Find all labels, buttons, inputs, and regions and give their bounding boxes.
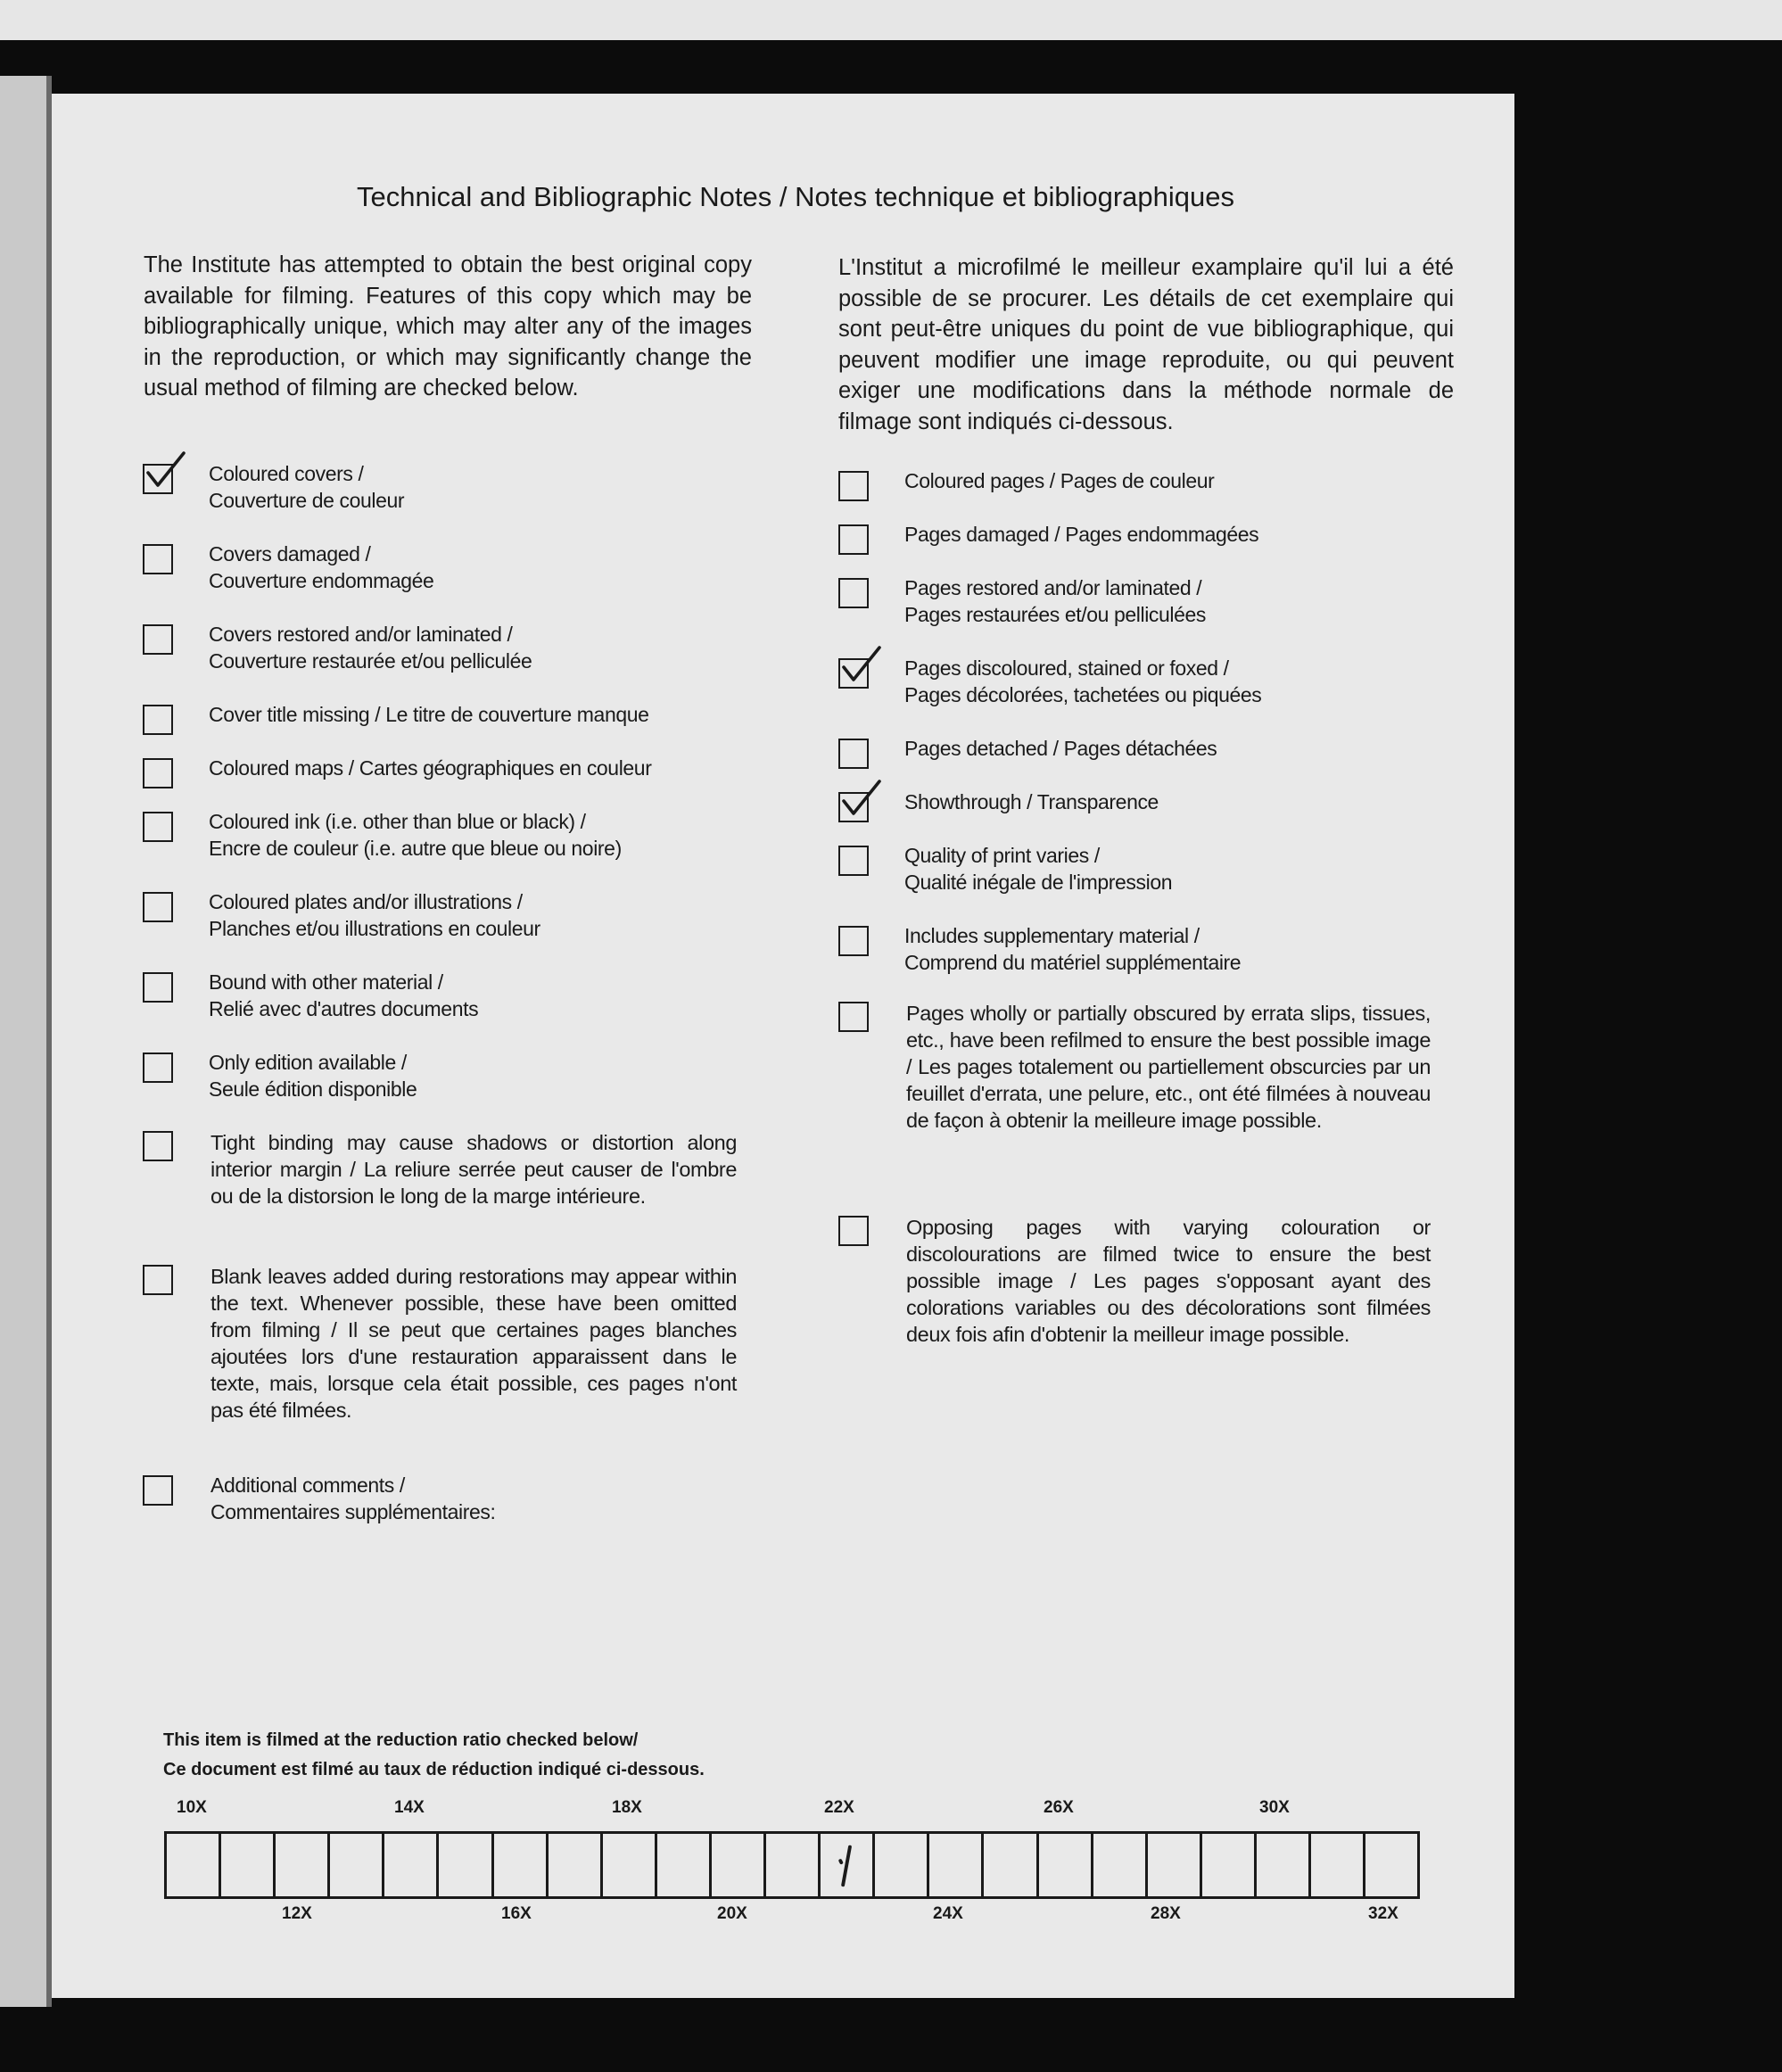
ratio-cell[interactable] xyxy=(875,1834,929,1896)
right-item-label-0 xyxy=(904,467,1214,494)
ratio-cell[interactable] xyxy=(221,1834,276,1896)
right-item-checkbox-7[interactable] xyxy=(838,926,869,956)
left-item-long-label-1: Blank leaves added during restorations may appear within the text. Whenever possible, these have been omitted from filming / Il se peut que certaines pages blanches ajoutées lors d'une restauration apparaissent dans le texte, mais, lorsque cela était possible, ces pages n'ont pas été filmées. xyxy=(210,1265,737,1422)
left-item-label-3 xyxy=(209,701,649,728)
left-item-label-6 xyxy=(209,888,540,942)
left-item-long-label-0: Tight binding may cause shadows or distortion along interior margin / La reliure serrée peut causer de l'ombre ou de la distorsion le long de la marge intérieure. xyxy=(210,1131,737,1208)
scan-left-edge xyxy=(0,76,52,2007)
ratio-cell[interactable] xyxy=(603,1834,657,1896)
left-item-checkbox-3[interactable] xyxy=(143,705,173,735)
ratio-cell[interactable] xyxy=(657,1834,712,1896)
left-item-label-line1: Bound with other material / xyxy=(209,970,443,994)
right-item-checkbox-2[interactable] xyxy=(838,578,869,608)
left-item-label-line1: Coloured plates and/or illustrations / xyxy=(209,890,523,913)
right-item-label-line1: Quality of print varies / xyxy=(904,844,1100,867)
reduction-note-french: Ce document est filmé au taux de réduction indiqué ci-dessous. xyxy=(163,1760,705,1779)
left-item-label-5 xyxy=(209,808,622,862)
ratio-label-top: 26X xyxy=(1044,1798,1074,1817)
ratio-cell[interactable] xyxy=(1257,1834,1311,1896)
right-item-label-line1: Pages discoloured, stained or foxed / xyxy=(904,656,1229,680)
ratio-cell[interactable] xyxy=(1202,1834,1257,1896)
ratio-cell[interactable] xyxy=(1311,1834,1365,1896)
right-item-label-3 xyxy=(904,655,1261,708)
left-item-long-checkbox-0[interactable] xyxy=(143,1131,173,1161)
ratio-cell[interactable] xyxy=(712,1834,766,1896)
right-item-label-line2: Pages restaurées et/ou pelliculées xyxy=(904,603,1207,626)
left-item-label-line1: Coloured maps / Cartes géographiques en couleur xyxy=(209,756,652,780)
ratio-label-bottom: 20X xyxy=(717,1904,747,1923)
left-item-label-8 xyxy=(209,1049,417,1102)
right-item-label-2 xyxy=(904,574,1206,628)
left-item-label-line2: Relié avec d'autres documents xyxy=(209,997,479,1020)
page-title: Technical and Bibliographic Notes / Notes technique et bibliographiques xyxy=(356,181,1234,212)
additional-comments-label xyxy=(210,1472,496,1525)
intro-english: The Institute has attempted to obtain the best original copy available for filming. Features of this copy which may be bibliographically unique, which may alter any of the images in the reproduction, or which may significantly change the usual method of filming are checked below. xyxy=(144,252,752,400)
checkmark-icon xyxy=(838,646,885,692)
left-item-label-line1: Cover title missing / Le titre de couverture manque xyxy=(209,703,649,726)
ratio-label-top: 18X xyxy=(612,1798,642,1817)
ratio-cell[interactable] xyxy=(276,1834,330,1896)
reduction-note-english: This item is filmed at the reduction ratio checked below/ xyxy=(163,1730,639,1750)
right-item-long-label-0: Pages wholly or partially obscured by errata slips, tissues, etc., have been refilmed to ensure the best possible image / Les pages totalement ou partiellement obscurcies par un feuillet d'errata, une pelure, etc., ont été filmées à nouveau de façon à obtenir la meilleure image possible. xyxy=(906,1002,1431,1132)
right-item-label-line1: Coloured pages / Pages de couleur xyxy=(904,469,1215,492)
left-item-label-line1: Covers damaged / xyxy=(209,542,371,565)
right-item-label-7 xyxy=(904,922,1241,976)
left-item-label-line2: Encre de couleur (i.e. autre que bleue ou noire) xyxy=(209,837,622,860)
ratio-cell[interactable] xyxy=(1365,1834,1417,1896)
right-item-checkbox-4[interactable] xyxy=(838,739,869,769)
right-item-label-line1: Includes supplementary material / xyxy=(904,924,1200,947)
ratio-cell[interactable] xyxy=(1093,1834,1148,1896)
right-item-label-6 xyxy=(904,842,1172,896)
left-item-checkbox-5[interactable] xyxy=(143,812,173,842)
left-item-label-line1: Coloured ink (i.e. other than blue or black) / xyxy=(209,810,586,833)
left-item-checkbox-6[interactable] xyxy=(143,892,173,922)
right-item-checkbox-5[interactable] xyxy=(838,792,869,822)
ratio-label-bottom: 24X xyxy=(933,1904,963,1923)
left-item-checkbox-8[interactable] xyxy=(143,1053,173,1083)
right-item-long-checkbox-0[interactable] xyxy=(838,1002,869,1032)
ratio-cell[interactable] xyxy=(330,1834,384,1896)
left-item-label-line2: Seule édition disponible xyxy=(209,1077,417,1101)
right-item-label-5 xyxy=(904,788,1159,815)
additional-comments-line1: Additional comments / xyxy=(210,1474,405,1497)
ratio-label-bottom: 12X xyxy=(282,1904,312,1923)
left-item-label-4 xyxy=(209,755,651,781)
intro-french: L'Institut a microfilmé le meilleur examplaire qu'il lui a été possible de se procurer. Les détails de cet exemplaire qui sont peut-être uniques du point de vue bibliographique, qui peuvent modifier une image reproduite, ou qui peuvent exiger une modifications dans la méthode normale de filmage sont indiqués ci-dessous. xyxy=(838,255,1454,434)
left-item-checkbox-0[interactable] xyxy=(143,464,173,494)
right-item-label-line1: Pages damaged / Pages endommagées xyxy=(904,523,1259,546)
right-item-checkbox-3[interactable] xyxy=(838,658,869,689)
left-item-label-1 xyxy=(209,541,433,594)
ratio-cell[interactable] xyxy=(439,1834,493,1896)
right-item-label-line2: Pages décolorées, tachetées ou piquées xyxy=(904,683,1262,706)
ratio-cell[interactable] xyxy=(1148,1834,1202,1896)
left-item-label-7 xyxy=(209,969,478,1022)
ratio-cell[interactable] xyxy=(984,1834,1038,1896)
ratio-cell[interactable] xyxy=(766,1834,821,1896)
left-item-checkbox-1[interactable] xyxy=(143,544,173,574)
right-item-long-label-1: Opposing pages with varying colouration or discolourations are filmed twice to ensure the best possible image / Les pages s'opposant ayant des colorations variables ou des décolorations sont filmées deux fois afin d'obtenir la meilleur image possible. xyxy=(906,1216,1431,1346)
ratio-label-bottom: 28X xyxy=(1151,1904,1181,1923)
right-item-label-line1: Pages restored and/or laminated / xyxy=(904,576,1202,599)
ratio-label-bottom: 32X xyxy=(1368,1904,1398,1923)
reduction-ratio-note xyxy=(163,1726,705,1785)
left-item-label-line2: Planches et/ou illustrations en couleur xyxy=(209,917,540,940)
right-item-label-line2: Comprend du matériel supplémentaire xyxy=(904,951,1242,974)
ratio-cell[interactable] xyxy=(167,1834,221,1896)
reduction-ratio-grid xyxy=(164,1831,1420,1899)
ratio-label-top: 14X xyxy=(394,1798,425,1817)
ratio-cell[interactable] xyxy=(384,1834,439,1896)
ratio-label-top: 10X xyxy=(177,1798,207,1817)
ratio-cell[interactable] xyxy=(1039,1834,1093,1896)
additional-comments-checkbox[interactable] xyxy=(143,1475,173,1506)
left-item-label-line1: Coloured covers / xyxy=(209,462,364,485)
right-item-label-4 xyxy=(904,735,1217,762)
left-item-label-line1: Only edition available / xyxy=(209,1051,407,1074)
ratio-mark-icon xyxy=(821,1834,872,1896)
notes-page xyxy=(52,94,1514,1998)
left-item-label-2 xyxy=(209,621,532,674)
left-item-checkbox-4[interactable] xyxy=(143,758,173,788)
left-item-label-0 xyxy=(209,460,404,514)
ratio-label-top: 30X xyxy=(1259,1798,1290,1817)
right-item-checkbox-1[interactable] xyxy=(838,524,869,555)
ratio-cell[interactable] xyxy=(821,1834,875,1896)
checkmark-icon xyxy=(838,780,885,826)
ratio-label-bottom: 16X xyxy=(501,1904,532,1923)
checkmark-icon xyxy=(143,451,189,498)
left-item-checkbox-7[interactable] xyxy=(143,972,173,1003)
left-item-label-line2: Couverture endommagée xyxy=(209,569,434,592)
right-item-label-line2: Qualité inégale de l'impression xyxy=(904,871,1173,894)
left-item-checkbox-2[interactable] xyxy=(143,624,173,655)
additional-comments-line2: Commentaires supplémentaires: xyxy=(210,1500,496,1523)
ratio-label-top: 22X xyxy=(824,1798,854,1817)
left-item-label-line1: Covers restored and/or laminated / xyxy=(209,623,513,646)
right-item-checkbox-0[interactable] xyxy=(838,471,869,501)
right-item-label-1 xyxy=(904,521,1258,548)
right-item-label-line1: Showthrough / Transparence xyxy=(904,790,1159,813)
ratio-cell[interactable] xyxy=(929,1834,984,1896)
left-item-label-line2: Couverture de couleur xyxy=(209,489,405,512)
right-item-checkbox-6[interactable] xyxy=(838,846,869,876)
right-item-long-checkbox-1[interactable] xyxy=(838,1216,869,1246)
ratio-cell[interactable] xyxy=(494,1834,549,1896)
right-item-label-line1: Pages detached / Pages détachées xyxy=(904,737,1217,760)
ratio-cell[interactable] xyxy=(549,1834,603,1896)
left-item-label-line2: Couverture restaurée et/ou pelliculée xyxy=(209,649,532,673)
scan-top-margin xyxy=(0,0,1782,40)
left-item-long-checkbox-1[interactable] xyxy=(143,1265,173,1295)
